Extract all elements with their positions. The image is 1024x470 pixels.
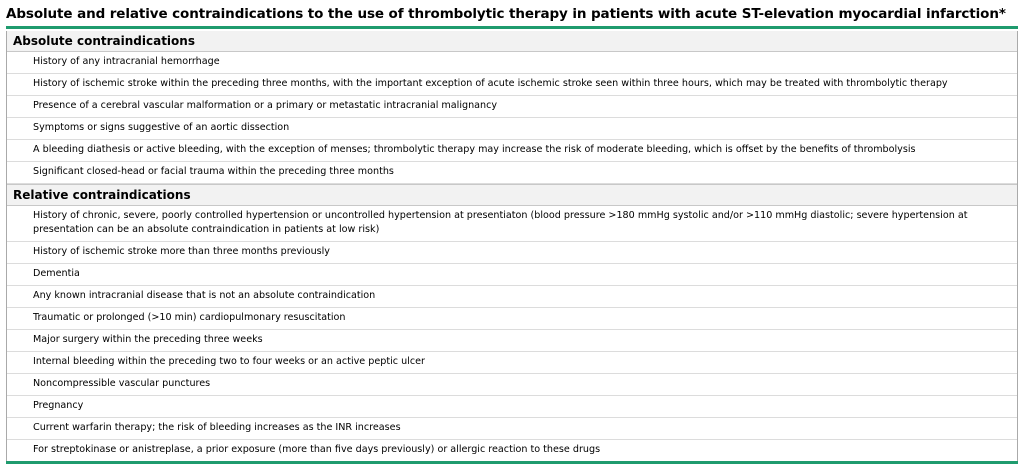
section-header-relative: Relative contraindications: [7, 184, 1017, 206]
section-header-absolute: Absolute contraindications: [7, 31, 1017, 52]
table-row: History of ischemic stroke within the preceding three months, with the important exception of acute ischemic stroke seen within three hours, which may be treated with thrombolytic therapy: [7, 74, 1017, 96]
table-row: Current warfarin therapy; the risk of bleeding increases as the INR increases: [7, 418, 1017, 440]
table-row: History of ischemic stroke more than three months previously: [7, 242, 1017, 264]
table-row: Pregnancy: [7, 396, 1017, 418]
table-row: History of any intracranial hemorrhage: [7, 52, 1017, 74]
table-row: Symptoms or signs suggestive of an aortic dissection: [7, 118, 1017, 140]
contraindications-table: [6, 31, 1018, 461]
table-row: History of chronic, severe, poorly controlled hypertension or uncontrolled hypertension at presentiaton (blood pressure >180 mmHg systolic and/or >110 mmHg diastolic; severe hypertension at presentation can be an absolute contraindication in patients at low risk): [7, 206, 1017, 242]
table-row: Noncompressible vascular punctures: [7, 374, 1017, 396]
table-row: Significant closed-head or facial trauma within the preceding three months: [7, 162, 1017, 184]
table-row: Any known intracranial disease that is not an absolute contraindication: [7, 286, 1017, 308]
title-divider: [6, 26, 1018, 29]
table-row: Presence of a cerebral vascular malformation or a primary or metastatic intracranial malignancy: [7, 96, 1017, 118]
table-row: Traumatic or prolonged (>10 min) cardiopulmonary resuscitation: [7, 308, 1017, 330]
table-row: A bleeding diathesis or active bleeding, with the exception of menses; thrombolytic therapy may increase the risk of moderate bleeding, which is offset by the benefits of thrombolysis: [7, 140, 1017, 162]
table-row: Internal bleeding within the preceding two to four weeks or an active peptic ulcer: [7, 352, 1017, 374]
table-row: Dementia: [7, 264, 1017, 286]
table-title: Absolute and relative contraindications to the use of thrombolytic therapy in patients with acute ST-elevation myocardial infarction*: [6, 6, 1006, 22]
table-bottom-divider: [6, 461, 1018, 464]
table-row: For streptokinase or anistreplase, a prior exposure (more than five days previously) or allergic reaction to these drugs: [33, 444, 601, 455]
table-row: Major surgery within the preceding three weeks: [7, 330, 1017, 352]
